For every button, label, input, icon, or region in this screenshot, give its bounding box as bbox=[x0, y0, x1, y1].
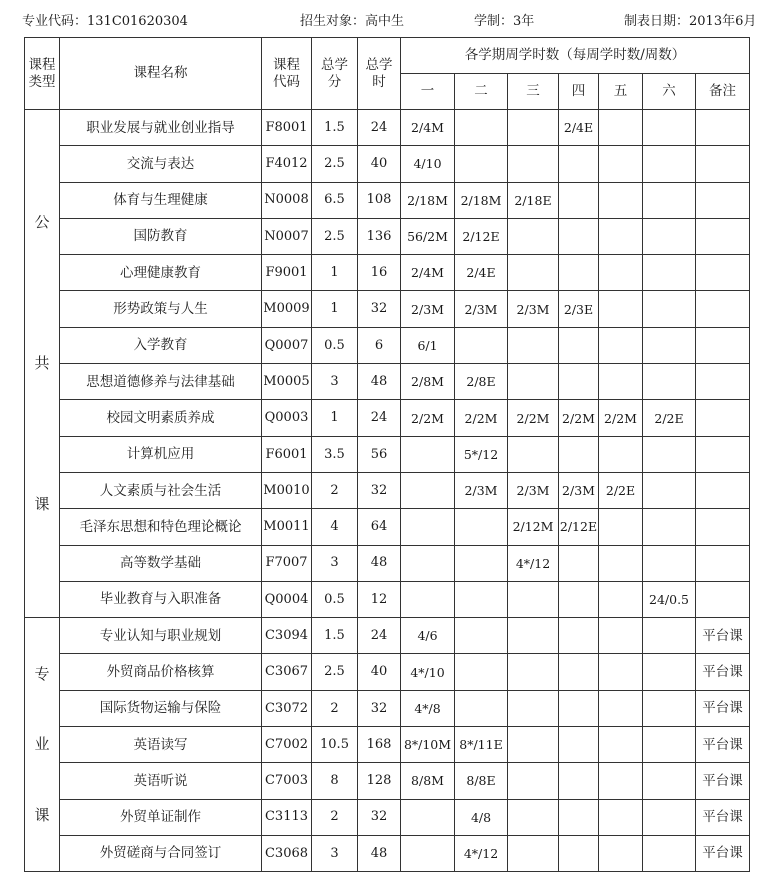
semester-4-hours: 2/4E bbox=[559, 110, 599, 146]
semester-4-hours: 2/2M bbox=[559, 400, 599, 436]
semester-1-hours bbox=[401, 799, 455, 835]
course-name: 校园文明素质养成 bbox=[60, 400, 262, 436]
semester-2-hours bbox=[455, 618, 508, 654]
course-credits: 1 bbox=[312, 291, 358, 327]
table-row bbox=[25, 545, 750, 581]
course-credits: 2.5 bbox=[312, 146, 358, 182]
semester-5-hours bbox=[599, 581, 643, 617]
semester-3-hours: 4*/12 bbox=[508, 545, 559, 581]
semester-4-hours: 2/3E bbox=[559, 291, 599, 327]
course-code: Q0003 bbox=[262, 400, 312, 436]
table-row bbox=[25, 835, 750, 871]
semester-6-hours bbox=[643, 218, 696, 254]
semester-6-hours bbox=[643, 182, 696, 218]
col-semester-4: 四 bbox=[559, 74, 599, 110]
semester-3-hours bbox=[508, 327, 559, 363]
course-note: 平台课 bbox=[696, 654, 750, 690]
semester-6-hours bbox=[643, 618, 696, 654]
course-note bbox=[696, 218, 750, 254]
semester-2-hours bbox=[455, 327, 508, 363]
course-note: 平台课 bbox=[696, 727, 750, 763]
course-name: 高等数学基础 bbox=[60, 545, 262, 581]
course-hours: 24 bbox=[358, 400, 401, 436]
semester-5-hours bbox=[599, 110, 643, 146]
table-row bbox=[25, 291, 750, 327]
semester-2-hours: 5*/12 bbox=[455, 436, 508, 472]
course-hours: 32 bbox=[358, 472, 401, 508]
category-char: 课 bbox=[34, 495, 50, 514]
semester-3-hours bbox=[508, 436, 559, 472]
semester-3-hours: 2/2M bbox=[508, 400, 559, 436]
semester-6-hours bbox=[643, 110, 696, 146]
course-code: C7002 bbox=[262, 727, 312, 763]
table-row bbox=[25, 654, 750, 690]
semester-4-hours bbox=[559, 581, 599, 617]
col-course-type: 课程类型 bbox=[25, 38, 60, 110]
course-hours: 24 bbox=[358, 110, 401, 146]
course-hours: 32 bbox=[358, 291, 401, 327]
semester-3-hours bbox=[508, 654, 559, 690]
semester-5-hours bbox=[599, 327, 643, 363]
course-name: 交流与表达 bbox=[60, 146, 262, 182]
table-row bbox=[25, 690, 750, 726]
table-row bbox=[25, 255, 750, 291]
course-hours: 24 bbox=[358, 618, 401, 654]
course-code: F4012 bbox=[262, 146, 312, 182]
course-credits: 0.5 bbox=[312, 581, 358, 617]
course-credits: 10.5 bbox=[312, 727, 358, 763]
table-row bbox=[25, 436, 750, 472]
table-row bbox=[25, 472, 750, 508]
semester-4-hours bbox=[559, 690, 599, 726]
course-hours: 108 bbox=[358, 182, 401, 218]
course-note bbox=[696, 509, 750, 545]
semester-4-hours bbox=[559, 255, 599, 291]
semester-1-hours bbox=[401, 472, 455, 508]
semester-5-hours: 2/2E bbox=[599, 472, 643, 508]
semester-6-hours bbox=[643, 835, 696, 871]
course-schedule-table bbox=[24, 37, 750, 872]
semester-3-hours bbox=[508, 364, 559, 400]
table-row bbox=[25, 218, 750, 254]
col-semester-3: 三 bbox=[508, 74, 559, 110]
semester-2-hours: 4/8 bbox=[455, 799, 508, 835]
course-hours: 64 bbox=[358, 509, 401, 545]
course-hours: 12 bbox=[358, 581, 401, 617]
course-code: Q0007 bbox=[262, 327, 312, 363]
category-char: 业 bbox=[34, 735, 50, 754]
table-row bbox=[25, 327, 750, 363]
category-cell bbox=[25, 110, 60, 618]
semester-6-hours bbox=[643, 146, 696, 182]
course-name: 国防教育 bbox=[60, 218, 262, 254]
semester-2-hours bbox=[455, 545, 508, 581]
semester-5-hours bbox=[599, 436, 643, 472]
course-credits: 1.5 bbox=[312, 618, 358, 654]
semester-6-hours bbox=[643, 255, 696, 291]
course-code: F7007 bbox=[262, 545, 312, 581]
table-row bbox=[25, 763, 750, 799]
semester-3-hours: 2/3M bbox=[508, 291, 559, 327]
category-char: 专 bbox=[34, 664, 50, 683]
course-note: 平台课 bbox=[696, 763, 750, 799]
semester-4-hours bbox=[559, 436, 599, 472]
semester-6-hours bbox=[643, 690, 696, 726]
semester-1-hours bbox=[401, 835, 455, 871]
semester-1-hours bbox=[401, 436, 455, 472]
course-code: C3072 bbox=[262, 690, 312, 726]
program-length: 学制：3年 bbox=[474, 14, 535, 29]
course-credits: 0.5 bbox=[312, 327, 358, 363]
course-note bbox=[696, 472, 750, 508]
col-semester-6: 六 bbox=[643, 74, 696, 110]
course-note bbox=[696, 400, 750, 436]
table-row bbox=[25, 400, 750, 436]
category-char: 共 bbox=[34, 354, 50, 372]
semester-5-hours bbox=[599, 799, 643, 835]
course-credits: 4 bbox=[312, 509, 358, 545]
semester-3-hours bbox=[508, 799, 559, 835]
table-row bbox=[25, 618, 750, 654]
course-code: M0010 bbox=[262, 472, 312, 508]
col-course-code: 课程代码 bbox=[262, 38, 312, 110]
semester-4-hours: 2/12E bbox=[559, 509, 599, 545]
semester-1-hours: 2/2M bbox=[401, 400, 455, 436]
semester-1-hours: 6/1 bbox=[401, 327, 455, 363]
semester-6-hours bbox=[643, 327, 696, 363]
course-credits: 3 bbox=[312, 545, 358, 581]
semester-3-hours: 2/18E bbox=[508, 182, 559, 218]
header-row-1 bbox=[25, 38, 750, 74]
course-note: 平台课 bbox=[696, 835, 750, 871]
semester-4-hours bbox=[559, 727, 599, 763]
col-note: 备注 bbox=[696, 74, 750, 110]
semester-2-hours: 2/12E bbox=[455, 218, 508, 254]
course-note bbox=[696, 146, 750, 182]
semester-3-hours bbox=[508, 581, 559, 617]
semester-2-hours: 8/8E bbox=[455, 763, 508, 799]
course-name: 英语读写 bbox=[60, 727, 262, 763]
enrollment-target: 招生对象：高中生 bbox=[300, 14, 405, 29]
course-credits: 2 bbox=[312, 690, 358, 726]
course-note bbox=[696, 291, 750, 327]
col-course-name: 课程名称 bbox=[60, 38, 262, 110]
course-name: 职业发展与就业创业指导 bbox=[60, 110, 262, 146]
semester-4-hours bbox=[559, 364, 599, 400]
course-name: 专业认知与职业规划 bbox=[60, 618, 262, 654]
semester-1-hours bbox=[401, 545, 455, 581]
course-note: 平台课 bbox=[696, 618, 750, 654]
semester-3-hours bbox=[508, 218, 559, 254]
table-row bbox=[25, 509, 750, 545]
col-semester-5: 五 bbox=[599, 74, 643, 110]
semester-5-hours bbox=[599, 545, 643, 581]
course-name: 英语听说 bbox=[60, 763, 262, 799]
semester-1-hours bbox=[401, 509, 455, 545]
semester-4-hours bbox=[559, 146, 599, 182]
course-name: 毕业教育与入职准备 bbox=[60, 581, 262, 617]
semester-2-hours bbox=[455, 509, 508, 545]
semester-3-hours bbox=[508, 255, 559, 291]
semester-4-hours bbox=[559, 799, 599, 835]
course-name: 体育与生理健康 bbox=[60, 182, 262, 218]
semester-5-hours bbox=[599, 509, 643, 545]
category-char: 课 bbox=[34, 805, 50, 824]
semester-4-hours bbox=[559, 763, 599, 799]
semester-4-hours bbox=[559, 545, 599, 581]
course-note bbox=[696, 545, 750, 581]
semester-3-hours bbox=[508, 618, 559, 654]
course-credits: 3.5 bbox=[312, 436, 358, 472]
course-credits: 2 bbox=[312, 799, 358, 835]
course-code: M0009 bbox=[262, 291, 312, 327]
course-note bbox=[696, 581, 750, 617]
semester-6-hours bbox=[643, 799, 696, 835]
table-row bbox=[25, 799, 750, 835]
semester-1-hours: 4/10 bbox=[401, 146, 455, 182]
course-code: F9001 bbox=[262, 255, 312, 291]
col-total-credits: 总学分 bbox=[312, 38, 358, 110]
course-code: N0007 bbox=[262, 218, 312, 254]
col-total-hours: 总学时 bbox=[358, 38, 401, 110]
course-hours: 168 bbox=[358, 727, 401, 763]
semester-3-hours bbox=[508, 146, 559, 182]
course-credits: 1.5 bbox=[312, 110, 358, 146]
course-hours: 48 bbox=[358, 835, 401, 871]
table-row bbox=[25, 364, 750, 400]
table-header-info bbox=[0, 10, 784, 30]
semester-2-hours: 2/18M bbox=[455, 182, 508, 218]
semester-3-hours bbox=[508, 110, 559, 146]
semester-2-hours bbox=[455, 690, 508, 726]
course-name: 人文素质与社会生活 bbox=[60, 472, 262, 508]
table-row bbox=[25, 182, 750, 218]
major-code: 专业代码：131C01620304 bbox=[22, 14, 188, 29]
semester-6-hours bbox=[643, 509, 696, 545]
semester-1-hours: 4/6 bbox=[401, 618, 455, 654]
semester-1-hours: 2/3M bbox=[401, 291, 455, 327]
semester-1-hours: 2/18M bbox=[401, 182, 455, 218]
course-note bbox=[696, 327, 750, 363]
course-note bbox=[696, 110, 750, 146]
course-credits: 2.5 bbox=[312, 654, 358, 690]
course-hours: 40 bbox=[358, 654, 401, 690]
col-semester-2: 二 bbox=[455, 74, 508, 110]
table-date: 制表日期：2013年6月 bbox=[624, 14, 757, 29]
course-credits: 3 bbox=[312, 835, 358, 871]
semester-6-hours bbox=[643, 291, 696, 327]
semester-4-hours bbox=[559, 182, 599, 218]
semester-3-hours bbox=[508, 763, 559, 799]
semester-5-hours bbox=[599, 835, 643, 871]
course-credits: 2 bbox=[312, 472, 358, 508]
course-name: 入学教育 bbox=[60, 327, 262, 363]
semester-5-hours bbox=[599, 291, 643, 327]
course-code: Q0004 bbox=[262, 581, 312, 617]
semester-4-hours bbox=[559, 654, 599, 690]
course-name: 计算机应用 bbox=[60, 436, 262, 472]
course-name: 外贸单证制作 bbox=[60, 799, 262, 835]
semester-5-hours bbox=[599, 146, 643, 182]
semester-3-hours bbox=[508, 835, 559, 871]
course-code: F8001 bbox=[262, 110, 312, 146]
course-name: 国际货物运输与保险 bbox=[60, 690, 262, 726]
course-code: C3067 bbox=[262, 654, 312, 690]
semester-5-hours bbox=[599, 218, 643, 254]
course-hours: 48 bbox=[358, 545, 401, 581]
table-row bbox=[25, 146, 750, 182]
semester-2-hours: 2/3M bbox=[455, 291, 508, 327]
course-credits: 2.5 bbox=[312, 218, 358, 254]
course-code: F6001 bbox=[262, 436, 312, 472]
semester-3-hours: 2/3M bbox=[508, 472, 559, 508]
course-code: M0005 bbox=[262, 364, 312, 400]
semester-1-hours: 2/8M bbox=[401, 364, 455, 400]
course-name: 心理健康教育 bbox=[60, 255, 262, 291]
category-char: 公 bbox=[34, 212, 50, 231]
semester-2-hours: 2/4E bbox=[455, 255, 508, 291]
course-code: M0011 bbox=[262, 509, 312, 545]
semester-5-hours bbox=[599, 654, 643, 690]
course-hours: 136 bbox=[358, 218, 401, 254]
semester-2-hours: 2/8E bbox=[455, 364, 508, 400]
course-note: 平台课 bbox=[696, 690, 750, 726]
semester-5-hours bbox=[599, 255, 643, 291]
semester-3-hours bbox=[508, 690, 559, 726]
semester-2-hours bbox=[455, 146, 508, 182]
semester-1-hours: 8/8M bbox=[401, 763, 455, 799]
semester-1-hours: 2/4M bbox=[401, 110, 455, 146]
semester-1-hours: 4*/8 bbox=[401, 690, 455, 726]
col-semester-group: 各学期周学时数（每周学时数/周数） bbox=[401, 38, 750, 74]
course-code: C3094 bbox=[262, 618, 312, 654]
semester-4-hours bbox=[559, 618, 599, 654]
course-name: 外贸磋商与合同签订 bbox=[60, 835, 262, 871]
course-credits: 1 bbox=[312, 400, 358, 436]
course-code: N0008 bbox=[262, 182, 312, 218]
semester-2-hours: 8*/11E bbox=[455, 727, 508, 763]
semester-5-hours bbox=[599, 763, 643, 799]
course-note bbox=[696, 182, 750, 218]
semester-6-hours bbox=[643, 727, 696, 763]
course-hours: 6 bbox=[358, 327, 401, 363]
course-code: C3068 bbox=[262, 835, 312, 871]
table-row bbox=[25, 110, 750, 146]
semester-3-hours bbox=[508, 727, 559, 763]
course-hours: 56 bbox=[358, 436, 401, 472]
semester-1-hours: 8*/10M bbox=[401, 727, 455, 763]
semester-2-hours: 4*/12 bbox=[455, 835, 508, 871]
semester-6-hours bbox=[643, 654, 696, 690]
course-note bbox=[696, 436, 750, 472]
semester-6-hours bbox=[643, 472, 696, 508]
semester-4-hours bbox=[559, 218, 599, 254]
semester-4-hours bbox=[559, 835, 599, 871]
semester-5-hours: 2/2M bbox=[599, 400, 643, 436]
course-note bbox=[696, 255, 750, 291]
semester-5-hours bbox=[599, 690, 643, 726]
semester-4-hours: 2/3M bbox=[559, 472, 599, 508]
semester-2-hours: 2/2M bbox=[455, 400, 508, 436]
semester-1-hours: 4*/10 bbox=[401, 654, 455, 690]
course-hours: 128 bbox=[358, 763, 401, 799]
course-code: C3113 bbox=[262, 799, 312, 835]
semester-5-hours bbox=[599, 618, 643, 654]
course-note bbox=[696, 364, 750, 400]
semester-6-hours bbox=[643, 364, 696, 400]
semester-6-hours bbox=[643, 436, 696, 472]
semester-2-hours bbox=[455, 654, 508, 690]
semester-2-hours bbox=[455, 581, 508, 617]
semester-5-hours bbox=[599, 727, 643, 763]
semester-6-hours bbox=[643, 763, 696, 799]
category-cell bbox=[25, 618, 60, 872]
course-name: 外贸商品价格核算 bbox=[60, 654, 262, 690]
course-hours: 48 bbox=[358, 364, 401, 400]
semester-1-hours: 56/2M bbox=[401, 218, 455, 254]
table-row bbox=[25, 581, 750, 617]
semester-3-hours: 2/12M bbox=[508, 509, 559, 545]
course-credits: 1 bbox=[312, 255, 358, 291]
course-note: 平台课 bbox=[696, 799, 750, 835]
table-row bbox=[25, 727, 750, 763]
semester-6-hours bbox=[643, 545, 696, 581]
course-hours: 32 bbox=[358, 690, 401, 726]
semester-6-hours: 24/0.5 bbox=[643, 581, 696, 617]
course-hours: 32 bbox=[358, 799, 401, 835]
course-hours: 40 bbox=[358, 146, 401, 182]
semester-4-hours bbox=[559, 327, 599, 363]
course-name: 形势政策与人生 bbox=[60, 291, 262, 327]
col-semester-1: 一 bbox=[401, 74, 455, 110]
course-credits: 6.5 bbox=[312, 182, 358, 218]
course-name: 毛泽东思想和特色理论概论 bbox=[60, 509, 262, 545]
semester-6-hours: 2/2E bbox=[643, 400, 696, 436]
course-hours: 16 bbox=[358, 255, 401, 291]
semester-1-hours: 2/4M bbox=[401, 255, 455, 291]
semester-2-hours bbox=[455, 110, 508, 146]
semester-5-hours bbox=[599, 364, 643, 400]
course-credits: 8 bbox=[312, 763, 358, 799]
course-code: C7003 bbox=[262, 763, 312, 799]
semester-5-hours bbox=[599, 182, 643, 218]
course-credits: 3 bbox=[312, 364, 358, 400]
course-name: 思想道德修养与法律基础 bbox=[60, 364, 262, 400]
semester-1-hours bbox=[401, 581, 455, 617]
semester-2-hours: 2/3M bbox=[455, 472, 508, 508]
